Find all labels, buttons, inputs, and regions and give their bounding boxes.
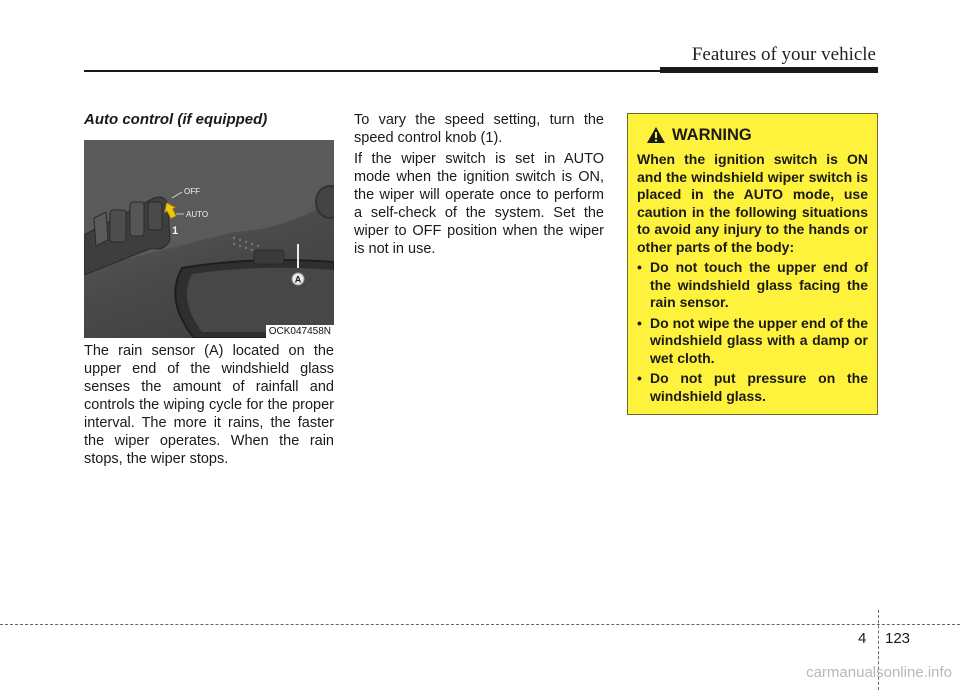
- speed-setting-paragraph: To vary the speed setting, turn the speed control knob (1).: [354, 112, 604, 146]
- bullet: •: [637, 259, 642, 275]
- rain-sensor-paragraph: The rain sensor (A) located on the upper end of the windshield glass senses the amount of rainfall and controls the wiping cycle for the proper interval. The more it rains, the faster the wiper operates. When the rain stops, the wiper stops.: [84, 343, 334, 467]
- warning-header: [646, 124, 752, 146]
- chapter-number: 4: [858, 630, 867, 647]
- warning-list-item: [637, 259, 868, 312]
- bullet: •: [637, 370, 642, 386]
- warning-intro: When the ignition switch is ON and the windshield wiper switch is placed in the AUTO mode, use caution in the following situations to avoid any injury to the hands or other parts of the body:: [637, 151, 868, 255]
- rain-sensor-figure: [84, 140, 334, 338]
- figure-illustration: [84, 140, 334, 338]
- warning-box: [627, 113, 878, 415]
- warning-list: [637, 259, 868, 405]
- header-rule-accent: [660, 67, 878, 73]
- header-title: Features of your vehicle: [691, 44, 876, 65]
- warning-item-text: Do not wipe the upper end of the windshield glass with a damp or wet cloth.: [650, 314, 868, 366]
- label-auto: AUTO: [186, 210, 209, 219]
- warning-item-text: Do not touch the upper end of the windshield glass facing the rain sensor.: [650, 259, 868, 310]
- figure-code: OCK047458N: [266, 325, 334, 338]
- label-off: OFF: [184, 187, 200, 196]
- footer-rule: [0, 624, 960, 625]
- warning-body: [637, 151, 868, 408]
- section-heading: Auto control (if equipped): [84, 111, 268, 128]
- label-a: A: [294, 274, 302, 285]
- label-1: 1: [172, 225, 179, 237]
- watermark: carmanualsonline.info: [806, 664, 952, 681]
- warning-list-item: [637, 370, 868, 405]
- page-number: 123: [885, 630, 911, 647]
- warning-title: WARNING: [672, 125, 752, 144]
- warning-list-item: [637, 315, 868, 368]
- bullet: •: [637, 314, 642, 331]
- warning-triangle-icon: [646, 126, 666, 144]
- auto-mode-paragraph: If the wiper switch is set in AUTO mode when the ignition switch is ON, the wiper will operate once to perform a self-check of the system. Set the wiper to OFF position when the wiper is not in use.: [354, 151, 604, 257]
- warning-item-text: Do not put pressure on the windshield glass.: [650, 370, 868, 404]
